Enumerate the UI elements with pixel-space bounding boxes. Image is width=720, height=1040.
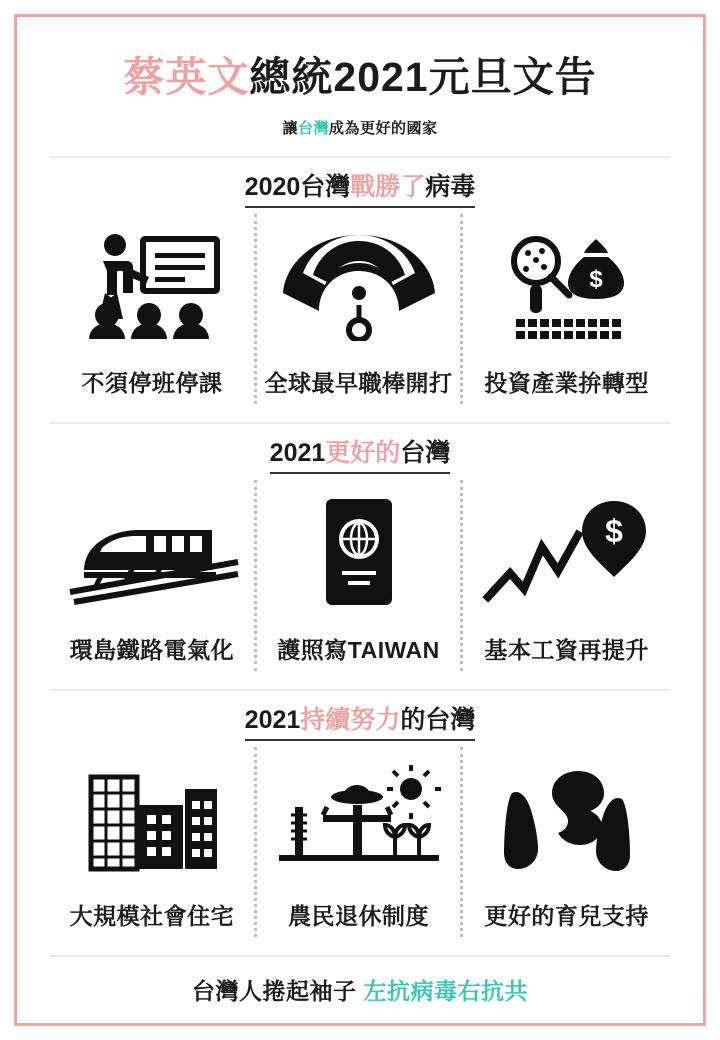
section-2021-better [50, 424, 670, 670]
teacher-classroom-icon [54, 214, 250, 357]
card-label: 環島鐵路電氣化 [69, 636, 235, 663]
buildings-icon [54, 747, 250, 890]
passport-icon [261, 480, 457, 623]
card-farmer-pension [257, 747, 464, 937]
baseball-field-icon [261, 214, 457, 357]
train-icon [54, 480, 250, 623]
footer-slogan [50, 957, 670, 1014]
section-heading-2 [50, 438, 670, 474]
page-title-rest: 總統2021元旦文告 [249, 54, 597, 100]
card-no-class-suspension [50, 214, 257, 404]
subtitle-part-2: 台灣 [297, 120, 329, 138]
footer-part-2: 左抗病毒右抗共 [363, 977, 528, 1004]
section1-cards [50, 214, 670, 404]
subtitle-part-3: 成為更好的國家 [329, 120, 438, 138]
svg-text:$: $ [588, 265, 603, 293]
section-2020 [50, 158, 670, 404]
card-baseball-opening [257, 214, 464, 404]
section1-heading-part1: 2020台灣 [244, 173, 351, 202]
farmer-icon [261, 747, 457, 890]
card-label: 農民退休制度 [288, 902, 429, 929]
section-2021-effort [50, 691, 670, 937]
card-label: 更好的育兒支持 [484, 902, 649, 929]
section2-heading-part3: 台灣 [400, 439, 451, 468]
section3-heading-part1: 2021 [244, 705, 301, 734]
card-label: 全球最早職棒開打 [264, 370, 453, 397]
rising-wage-icon [467, 480, 666, 623]
section3-cards [50, 747, 670, 937]
section-heading-1 [50, 172, 670, 208]
card-passport-taiwan [257, 480, 464, 670]
section2-cards [50, 480, 670, 670]
section3-heading-part3: 的台灣 [400, 705, 476, 734]
section2-heading-part1: 2021 [269, 439, 326, 468]
section-heading-3 [50, 705, 670, 741]
page-title [50, 54, 670, 101]
card-childcare-support [463, 747, 670, 937]
card-industry-investment [463, 214, 670, 404]
card-label: 投資產業拚轉型 [484, 370, 649, 397]
investment-money-icon [467, 214, 666, 357]
page-subtitle [50, 117, 670, 138]
card-label: 大規模社會住宅 [69, 902, 235, 929]
card-label: 基本工資再提升 [484, 636, 649, 663]
card-label: 不須停班停課 [81, 370, 223, 397]
section2-heading-part2: 更好的 [325, 439, 401, 468]
card-railway-electrification [50, 480, 257, 670]
subtitle-part-1: 讓 [282, 120, 298, 138]
section1-heading-part3: 病毒 [425, 173, 476, 202]
childcare-hands-icon [467, 747, 666, 890]
page-title-accent: 蔡英文 [123, 54, 250, 100]
card-label: 護照寫TAIWAN [277, 636, 440, 663]
card-social-housing [50, 747, 257, 937]
svg-text:$: $ [604, 512, 623, 549]
footer-part-1: 台灣人捲起袖子 [192, 977, 364, 1004]
card-minimum-wage [463, 480, 670, 670]
section3-heading-part2: 持續努力 [300, 705, 401, 734]
section1-heading-part2: 戰勝了 [350, 173, 426, 202]
